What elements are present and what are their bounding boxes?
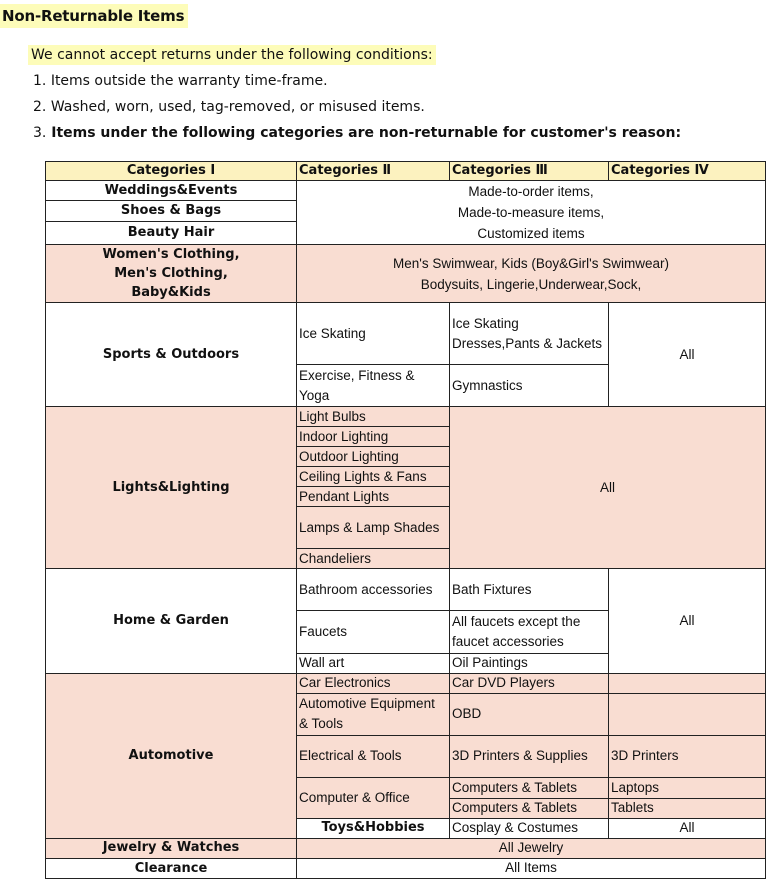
sub-3d-printers-supplies: 3D Printers & Supplies xyxy=(450,735,609,777)
category-jewelry: Jewelry & Watches xyxy=(46,838,297,858)
category-sports: Sports & Outdoors xyxy=(46,303,297,407)
sub-ice-skating: Ice Skating xyxy=(297,303,450,365)
sub-wall-art: Wall art xyxy=(297,653,450,673)
custom-line: Made-to-order items, xyxy=(468,184,594,200)
category-clothing: Women's Clothing, Men's Clothing, Baby&Kids xyxy=(46,245,297,303)
empty-cell xyxy=(609,693,766,735)
sub-automotive-equipment: Automotive Equipment & Tools xyxy=(297,693,450,735)
sub-car-dvd: Car DVD Players xyxy=(450,673,609,693)
sub-bath-fixtures: Bath Fixtures xyxy=(450,569,609,611)
clothing-line: Men's Swimwear, Kids (Boy&Girl's Swimwear) xyxy=(393,255,669,271)
sub-faucets: Faucets xyxy=(297,611,450,653)
condition-text: Items under the following categories are non-returnable for customer's reason: xyxy=(51,125,682,141)
table-row xyxy=(46,858,766,878)
header-categories-2: Categories Ⅱ xyxy=(297,162,450,181)
sub-chandeliers: Chandeliers xyxy=(297,549,450,569)
sub-cosplay: Cosplay & Costumes xyxy=(450,818,609,838)
sub-faucets-except: All faucets except the faucet accessories xyxy=(450,611,609,653)
header-categories-3: Categories Ⅲ xyxy=(450,162,609,181)
sub-pendant-lights: Pendant Lights xyxy=(297,487,450,507)
sub-tablets: Tablets xyxy=(609,798,766,818)
custom-line: Customized items xyxy=(477,226,585,242)
custom-line: Made-to-measure items, xyxy=(457,205,605,221)
condition-item xyxy=(33,125,681,141)
category-automotive: Automotive xyxy=(46,673,297,838)
category-lights: Lights&Lighting xyxy=(46,407,297,569)
sub-gymnastics: Gymnastics xyxy=(450,365,609,407)
category-toys: Toys&Hobbies xyxy=(297,818,450,838)
table-row xyxy=(46,838,766,858)
condition-number: 2. xyxy=(33,99,47,115)
category-beauty: Beauty Hair xyxy=(46,221,297,244)
category-weddings: Weddings&Events xyxy=(46,181,297,201)
table-row xyxy=(46,303,766,365)
customized-items-cell xyxy=(297,181,766,245)
table-header-row xyxy=(46,162,766,181)
condition-item xyxy=(33,73,328,89)
condition-item xyxy=(33,99,425,115)
sub-ceiling-lights: Ceiling Lights & Fans xyxy=(297,467,450,487)
sub-oil-paintings: Oil Paintings xyxy=(450,653,609,673)
sub-electrical-tools: Electrical & Tools xyxy=(297,735,450,777)
non-returnable-table xyxy=(45,161,766,879)
clothing-line: Bodysuits, Lingerie,Underwear,Sock, xyxy=(420,276,642,292)
toys-all: All xyxy=(609,818,766,838)
category-shoes: Shoes & Bags xyxy=(46,200,297,221)
condition-number: 1. xyxy=(33,73,47,89)
table-row xyxy=(46,407,766,427)
sub-ice-skating-dresses: Ice Skating Dresses,Pants & Jackets xyxy=(450,303,609,365)
table-row xyxy=(46,673,766,693)
condition-text: Items outside the warranty time-frame. xyxy=(50,73,328,89)
sub-3d-printers: 3D Printers xyxy=(609,735,766,777)
table-row xyxy=(46,181,766,201)
sub-lamps: Lamps & Lamp Shades xyxy=(297,507,450,549)
category-home: Home & Garden xyxy=(46,569,297,673)
sub-exercise: Exercise, Fitness & Yoga xyxy=(297,365,450,407)
sub-computers-tablets: Computers & Tablets xyxy=(450,798,609,818)
category-clearance: Clearance xyxy=(46,858,297,878)
sub-obd: OBD xyxy=(450,693,609,735)
condition-text: Washed, worn, used, tag-removed, or misused items. xyxy=(50,99,425,115)
header-categories-4: Categories Ⅳ xyxy=(609,162,766,181)
clearance-all: All Items xyxy=(297,858,766,878)
sub-light-bulbs: Light Bulbs xyxy=(297,407,450,427)
sub-computers-tablets: Computers & Tablets xyxy=(450,777,609,798)
jewelry-all: All Jewelry xyxy=(297,838,766,858)
table-row xyxy=(46,245,766,303)
empty-cell xyxy=(609,673,766,693)
sub-car-electronics: Car Electronics xyxy=(297,673,450,693)
sub-indoor-lighting: Indoor Lighting xyxy=(297,427,450,447)
sub-laptops: Laptops xyxy=(609,777,766,798)
intro-text: We cannot accept returns under the following conditions: xyxy=(28,45,436,65)
sub-bathroom: Bathroom accessories xyxy=(297,569,450,611)
lights-all: All xyxy=(450,407,766,569)
sub-outdoor-lighting: Outdoor Lighting xyxy=(297,447,450,467)
header-categories-1: Categories Ⅰ xyxy=(46,162,297,181)
page-title: Non-Returnable Items xyxy=(0,4,188,28)
table-row xyxy=(46,569,766,611)
swimwear-cell xyxy=(297,245,766,303)
condition-number: 3. xyxy=(33,125,47,141)
sub-computer-office: Computer & Office xyxy=(297,777,450,818)
sports-all: All xyxy=(609,303,766,407)
home-all: All xyxy=(609,569,766,673)
